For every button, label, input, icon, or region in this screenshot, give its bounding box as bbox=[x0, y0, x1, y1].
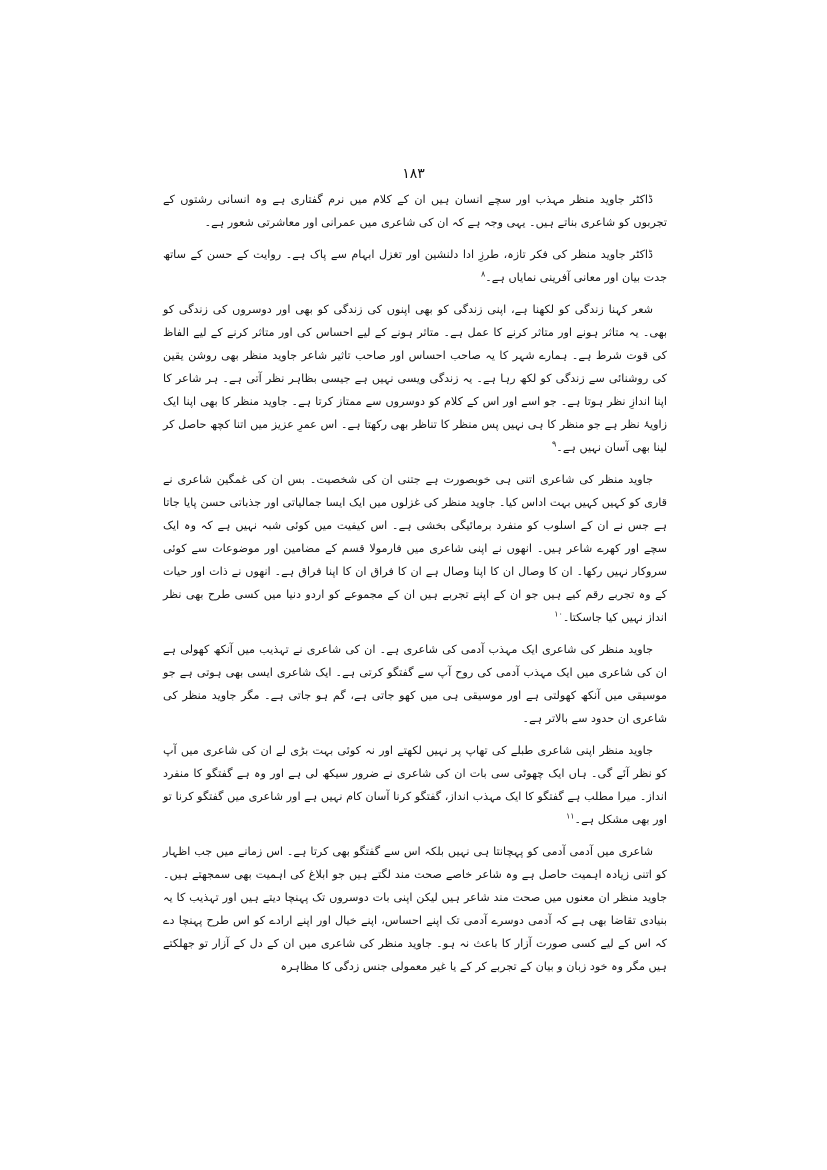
paragraph-4-text: جاوید منظر کی شاعری اتنی ہی خوبصورت ہے جتنی ان کی شخصیت۔ بس ان کی غمگین شاعری نے قاری کو کہیں کہیں بہت اداس کیا۔ جاوید منظر کی غزلوں میں ایک ایسا جمالیاتی اور جذباتی حسن پایا جاتا ہے جس نے ان کے اسلوب کو منفرد برمائیگی بخشی ہے۔ اس کیفیت میں کوئی شبہ نہیں ہے کہ وہ ایک سچے اور کھرے شاعر ہیں۔ انھوں نے اپنی شاعری میں فارمولا قسم کے مضامین اور موضوعات سے کوئی سروکار نہیں رکھا۔ ان کا وصال ان کا اپنا وصال ہے ان کا فراق ان کا اپنا فراق ہے۔ انھوں نے ذات اور حیات کے وہ تجربے رقم کیے ہیں جو ان کے اپنے تجربے ہیں ان کے مجموعے کو اردو دنیا میں کسی طرح بھی نظر انداز نہیں کیا جاسکتا۔ bbox=[163, 473, 667, 624]
page-body bbox=[163, 188, 667, 987]
paragraph-5 bbox=[163, 638, 667, 730]
paragraph-1-text: ڈاکٹر جاوید منظر مہذب اور سچے انسان ہیں ان کے کلام میں نرم گفتاری ہے وہ انسانی رشتوں کے تجربوں کو شاعری بناتے ہیں۔ یہی وجہ ہے کہ ان کی شاعری میں عمرانی اور معاشرتی شعور ہے۔ bbox=[163, 193, 667, 229]
paragraph-3 bbox=[163, 298, 667, 459]
page-number: ۱۸۳ bbox=[402, 166, 425, 182]
paragraph-2 bbox=[163, 243, 667, 289]
paragraph-5-text: جاوید منظر کی شاعری ایک مہذب آدمی کی شاعری ہے۔ ان کی شاعری نے تہذیب میں آنکھ کھولی ہے ان کی شاعری میں ایک مہذب آدمی کی روح آپ سے گفتگو کرتی ہے۔ ایک شاعری ایسی بھی ہوتی ہے جو موسیقی میں آنکھ کھولتی ہے اور موسیقی ہی میں کھو جاتی ہے، گم ہو جاتی ہے۔ مگر جاوید منظر کی شاعری ان حدود سے بالاتر ہے۔ bbox=[163, 643, 667, 725]
paragraph-6-text: جاوید منظر اپنی شاعری طبلے کی تھاپ پر نہیں لکھتے اور نہ کوئی بہت بڑی لے ان کی شاعری میں آپ کو نظر آئے گی۔ ہاں ایک چھوٹی سی بات ان کی شاعری نے ضرور سیکھ لی ہے اور وہ ہے گفتگو کا منفرد انداز۔ میرا مطلب ہے گفتگو کا ایک مہذب انداز، گفتگو کرنا آسان کام نہیں ہے اور شاعری میں گفتگو کرنا تو اور بھی مشکل ہے۔ bbox=[163, 744, 667, 826]
footnote-ref-10: ۱۰ bbox=[554, 609, 563, 619]
paragraph-7 bbox=[163, 840, 667, 978]
footnote-ref-11: ۱۱ bbox=[565, 811, 575, 821]
paragraph-6 bbox=[163, 739, 667, 831]
paragraph-3-text: شعر کہنا زندگی کو لکھنا ہے، اپنی زندگی کو بھی اپنوں کی زندگی کو بھی اور دوسروں کی زندگی کو بھی۔ یہ متاثر ہونے اور متاثر کرنے کا عمل ہے۔ متاثر ہونے کے لیے احساس کی اور متاثر کرنے کے لیے الفاظ کی قوت شرط ہے۔ ہمارے شہر کا یہ صاحب احساس اور صاحب تاثیر شاعر جاوید منظر بھی روشن یقین کی روشنائی سے زندگی کو لکھ رہا ہے۔ یہ زندگی ویسی نہیں ہے جیسی بظاہر نظر آتی ہے۔ ہر شاعر کا اپنا اندازِ نظر ہوتا ہے۔ جو اسے اور اس کے کلام کو دوسروں سے ممتاز کرتا ہے۔ جاوید منظر کا بھی اپنا ایک زاویۂ نظر ہے جو منظر کا ہی نہیں پس منظر کا تناظر بھی رکھتا ہے۔ اس عمرِ عزیز میں اتنا کچھ حاصل کر لینا بھی آسان نہیں ہے۔ bbox=[163, 303, 667, 454]
paragraph-7-text: شاعری میں آدمی آدمی کو پہچانتا ہی نہیں بلکہ اس سے گفتگو بھی کرتا ہے۔ اس زمانے میں جب اظہار کو اتنی زیادہ اہمیت حاصل ہے وہ شاعر خاصے صحت مند لگتے ہیں جو ابلاغ کی اہمیت بھی سمجھتے ہیں۔ جاوید منظر ان معنوں میں صحت مند شاعر ہیں لیکن اپنی بات دوسروں تک پہنچا دیتے ہیں اور تہذیب کا یہ بنیادی تقاضا بھی ہے کہ آدمی دوسرے آدمی تک اپنے احساس، اپنے خیال اور اپنے ارادے کو اس طرح پہنچا دے کہ اس کے لیے کسی صورت آزار کا باعث نہ ہو۔ جاوید منظر کی شاعری میں ان کے دل کے آزار تو جھلکتے ہیں مگر وہ خود زبان و بیان کے تجربے کر کے یا غیر معمولی جنس زدگی کا مظاہرہ bbox=[163, 845, 667, 973]
paragraph-2-text: ڈاکٹر جاوید منظر کی فکر تازہ، طرزِ ادا دلنشین اور تغزل ابہام سے پاک ہے۔ روایت کے حسن کے ساتھ جدت بیان اور معانی آفرینی نمایاں ہے۔ bbox=[163, 248, 667, 284]
paragraph-4 bbox=[163, 468, 667, 629]
paragraph-1 bbox=[163, 188, 667, 234]
footnote-ref-8: ۸ bbox=[480, 269, 486, 279]
footnote-ref-9: ۹ bbox=[551, 439, 557, 449]
